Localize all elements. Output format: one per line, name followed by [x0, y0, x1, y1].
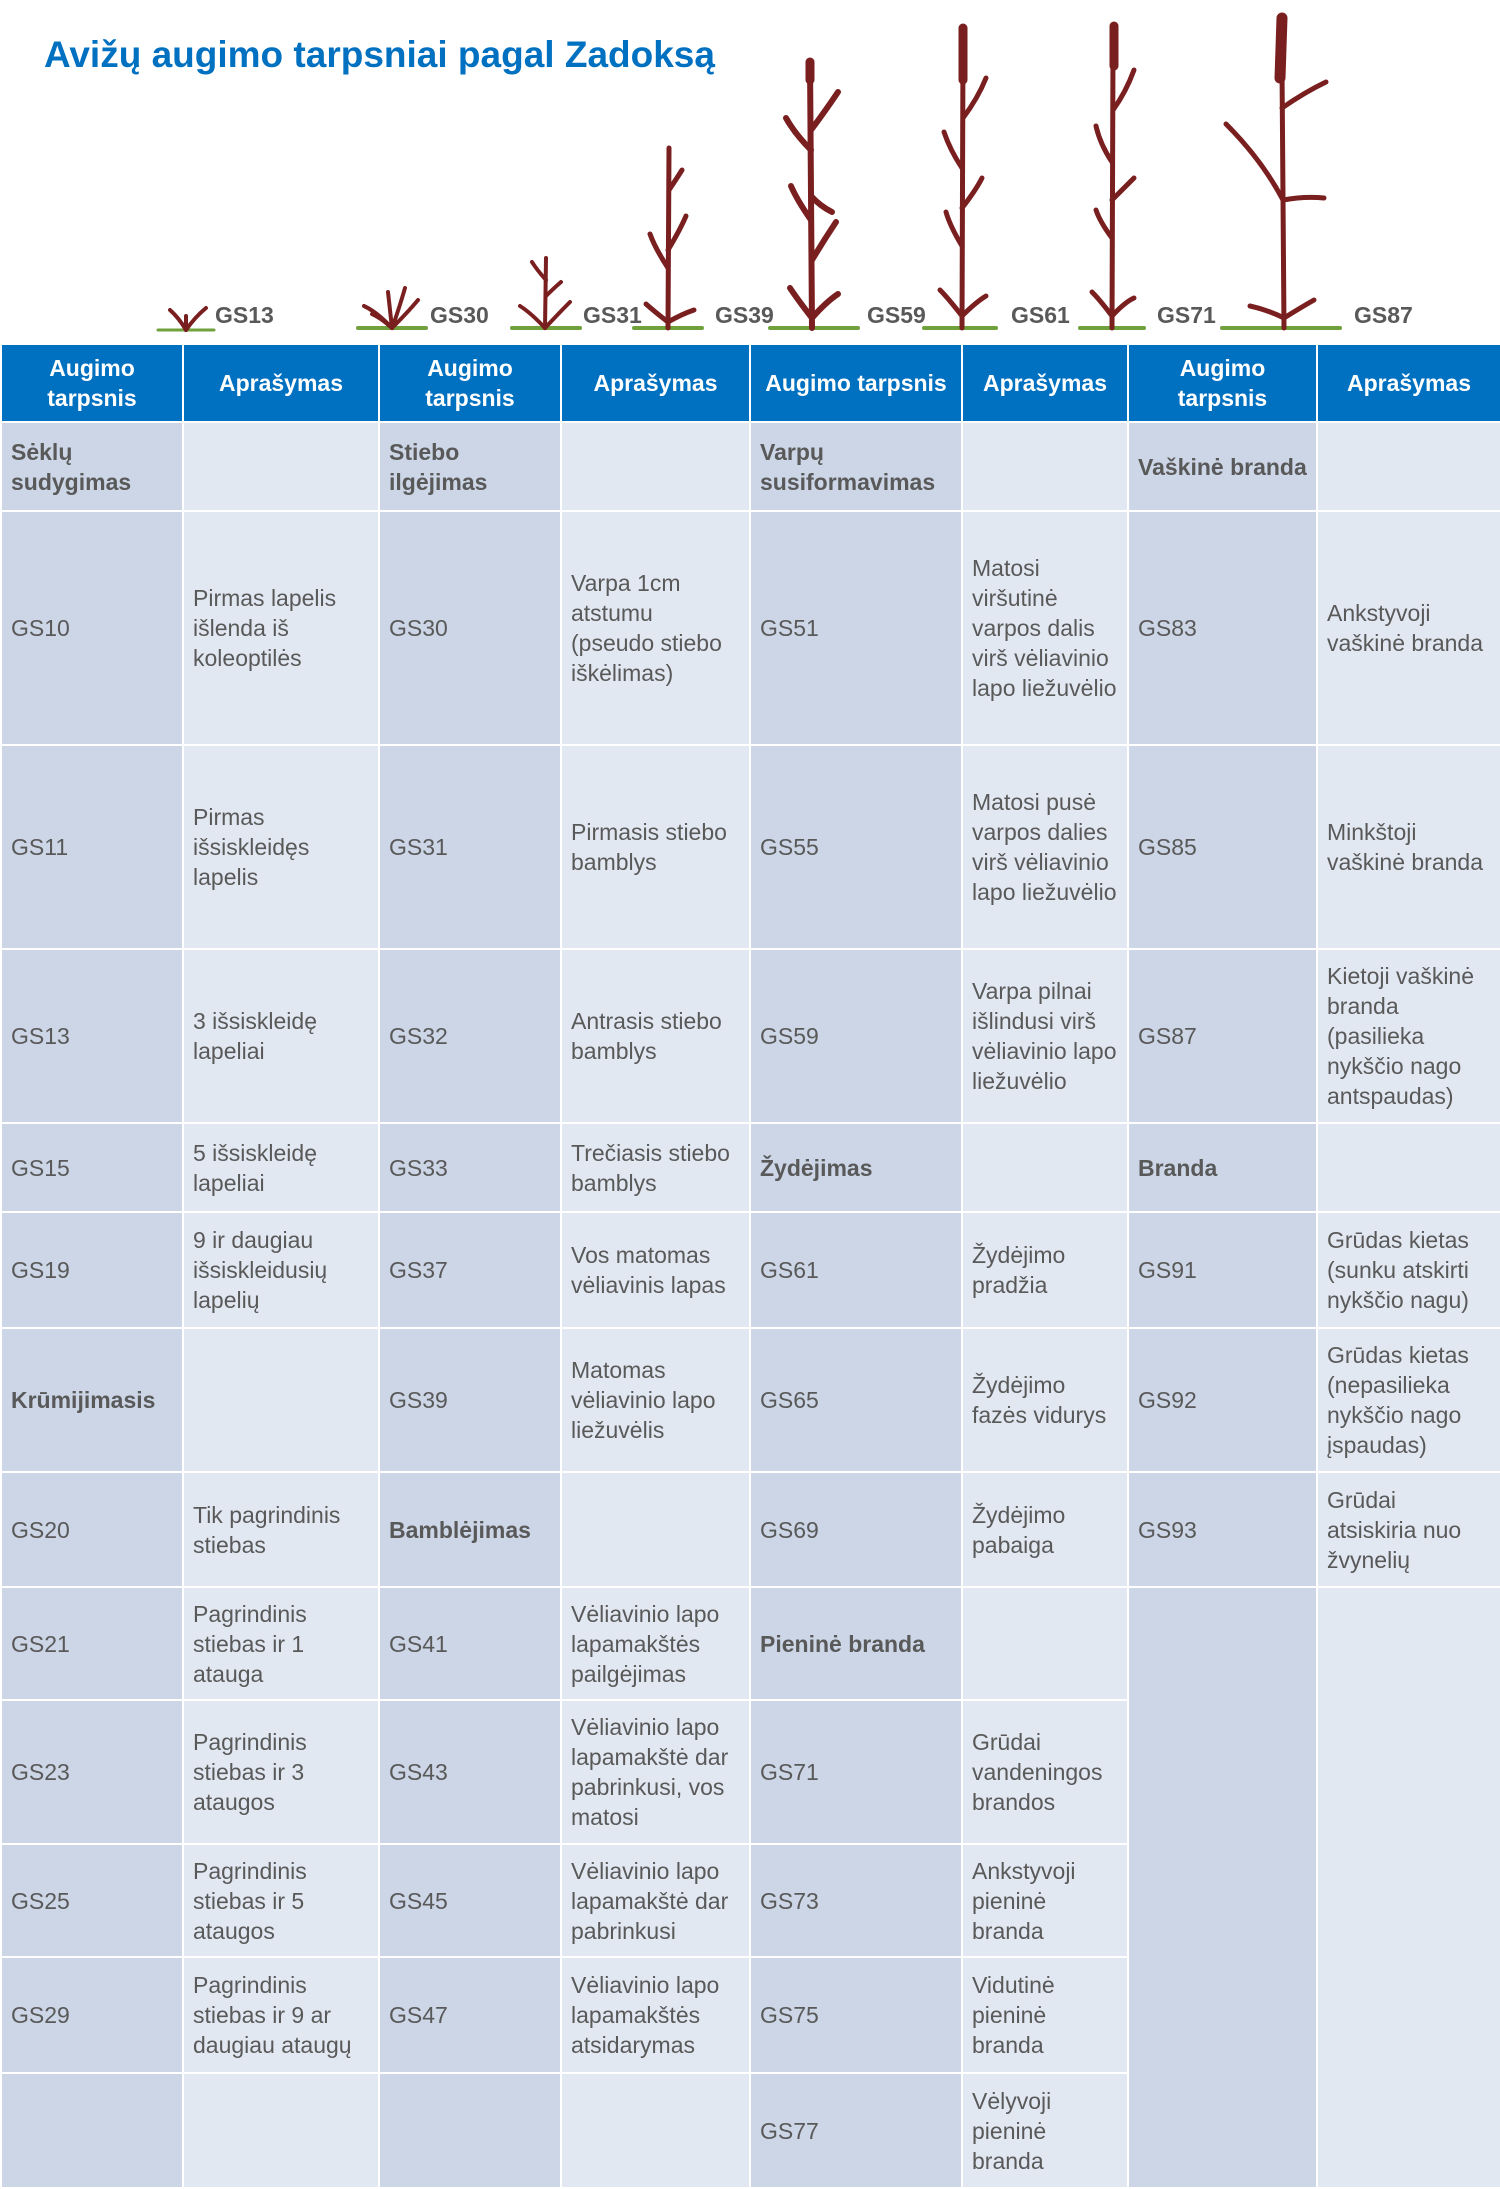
growth-stage-table	[0, 343, 1500, 2189]
description-cell	[561, 422, 750, 511]
stage-code-cell: GS85	[1128, 745, 1317, 949]
description-cell	[183, 2073, 379, 2188]
description-cell: Grūdai atsiskiria nuo žvynelių	[1317, 1472, 1500, 1587]
description-cell: Vėliavinio lapo lapamakštė dar pabrinkusi	[561, 1844, 750, 1957]
stage-code-cell: GS21	[1, 1587, 183, 1700]
stage-code-cell: GS19	[1, 1212, 183, 1328]
stage-code-cell: GS91	[1128, 1212, 1317, 1328]
description-cell: Pirmasis stiebo bamblys	[561, 745, 750, 949]
empty-cell	[1317, 1587, 1500, 2188]
description-cell: Pagrindinis stiebas ir 5 ataugos	[183, 1844, 379, 1957]
column-header-description: Aprašymas	[962, 344, 1128, 422]
growth-stage-illustrations	[0, 0, 1500, 340]
description-cell: Vėliavinio lapo lapamakštė dar pabrinkusi, vos matosi	[561, 1700, 750, 1844]
stage-label: GS30	[430, 302, 489, 328]
stage-code-cell: GS10	[1, 511, 183, 745]
stage-code-cell: GS73	[750, 1844, 962, 1957]
stage-code-cell: GS45	[379, 1844, 561, 1957]
stage-code-cell: GS33	[379, 1123, 561, 1212]
stage-label: GS71	[1157, 302, 1216, 328]
description-cell: Pirmas lapelis išlenda iš koleoptilės	[183, 511, 379, 745]
column-header-stage: Augimo tarpsnis	[1, 344, 183, 422]
stage-label: GS13	[215, 302, 274, 328]
description-cell: Varpa pilnai išlindusi virš vėliavinio lapo liežuvėlio	[962, 949, 1128, 1123]
column-header-description: Aprašymas	[561, 344, 750, 422]
table-row	[1, 949, 1500, 1123]
stage-code-cell: GS23	[1, 1700, 183, 1844]
description-cell	[561, 2073, 750, 2188]
table-row	[1, 1212, 1500, 1328]
stage-code-cell	[1, 2073, 183, 2188]
page-title: Avižų augimo tarpsniai pagal Zadoksą	[44, 34, 715, 75]
stage-code-cell: GS83	[1128, 511, 1317, 745]
stage-code-cell: GS77	[750, 2073, 962, 2188]
stage-code-cell: GS11	[1, 745, 183, 949]
stage-code-cell: GS92	[1128, 1328, 1317, 1472]
table-row	[1, 745, 1500, 949]
table-row	[1, 1123, 1500, 1212]
column-header-description: Aprašymas	[1317, 344, 1500, 422]
description-cell	[962, 422, 1128, 511]
section-heading: Stiebo ilgėjimas	[379, 422, 561, 511]
description-cell: Grūdas kietas (nepasilieka nykščio nago įspaudas)	[1317, 1328, 1500, 1472]
description-cell: Ankstyvoji pieninė branda	[962, 1844, 1128, 1957]
table-row	[1, 1472, 1500, 1587]
empty-cell	[1128, 1587, 1317, 2188]
stage-label: GS39	[715, 302, 774, 328]
column-header-stage: Augimo tarpsnis	[1128, 344, 1317, 422]
section-heading: Vaškinė branda	[1128, 422, 1317, 511]
column-header-stage: Augimo tarpsnis	[750, 344, 962, 422]
description-cell: Trečiasis stiebo bamblys	[561, 1123, 750, 1212]
stage-code-cell: GS61	[750, 1212, 962, 1328]
plant-gs71	[1080, 26, 1144, 328]
stage-label: GS87	[1354, 302, 1413, 328]
description-cell: Vos matomas vėliavinis lapas	[561, 1212, 750, 1328]
section-heading: Krūmijimasis	[1, 1328, 183, 1472]
stage-code-cell: GS47	[379, 1957, 561, 2073]
stage-code-cell	[379, 2073, 561, 2188]
description-cell: Vidutinė pieninė branda	[962, 1957, 1128, 2073]
description-cell	[183, 422, 379, 511]
plant-gs30	[358, 288, 426, 328]
stage-code-cell: GS25	[1, 1844, 183, 1957]
table-row	[1, 511, 1500, 745]
stage-code-cell: GS37	[379, 1212, 561, 1328]
stage-label: GS59	[867, 302, 926, 328]
section-heading: Varpų susiformavimas	[750, 422, 962, 511]
section-heading: Bamblėjimas	[379, 1472, 561, 1587]
section-heading: Žydėjimas	[750, 1123, 962, 1212]
stage-code-cell: GS39	[379, 1328, 561, 1472]
plant-gs87	[1222, 18, 1340, 328]
stage-label: GS31	[583, 302, 642, 328]
description-cell	[183, 1328, 379, 1472]
stage-code-cell: GS75	[750, 1957, 962, 2073]
stage-code-cell: GS71	[750, 1700, 962, 1844]
plant-gs39	[634, 148, 702, 328]
stage-code-cell: GS31	[379, 745, 561, 949]
stage-code-cell: GS55	[750, 745, 962, 949]
description-cell: 3 išsiskleidę lapeliai	[183, 949, 379, 1123]
description-cell: Pirmas išsiskleidęs lapelis	[183, 745, 379, 949]
column-header-description: Aprašymas	[183, 344, 379, 422]
stage-code-cell: GS41	[379, 1587, 561, 1700]
description-cell: Grūdas kietas (sunku atskirti nykščio nagu)	[1317, 1212, 1500, 1328]
description-cell	[962, 1587, 1128, 1700]
description-cell	[1317, 1123, 1500, 1212]
stage-code-cell: GS51	[750, 511, 962, 745]
stage-code-cell: GS69	[750, 1472, 962, 1587]
stage-code-cell: GS29	[1, 1957, 183, 2073]
stage-code-cell: GS32	[379, 949, 561, 1123]
table-row	[1, 1587, 1500, 1700]
column-header-stage: Augimo tarpsnis	[379, 344, 561, 422]
description-cell	[561, 1472, 750, 1587]
section-heading: Sėklų sudygimas	[1, 422, 183, 511]
description-cell: Pagrindinis stiebas ir 9 ar daugiau ataugų	[183, 1957, 379, 2073]
stage-code-cell: GS43	[379, 1700, 561, 1844]
stage-code-cell: GS87	[1128, 949, 1317, 1123]
description-cell: Žydėjimo fazės vidurys	[962, 1328, 1128, 1472]
description-cell: Vėliavinio lapo lapamakštės pailgėjimas	[561, 1587, 750, 1700]
stage-code-cell: GS15	[1, 1123, 183, 1212]
description-cell	[962, 1123, 1128, 1212]
description-cell: Žydėjimo pradžia	[962, 1212, 1128, 1328]
description-cell: Pagrindinis stiebas ir 1 atauga	[183, 1587, 379, 1700]
description-cell: Žydėjimo pabaiga	[962, 1472, 1128, 1587]
stage-label: GS61	[1011, 302, 1070, 328]
plant-gs31	[512, 258, 580, 328]
description-cell: Pagrindinis stiebas ir 3 ataugos	[183, 1700, 379, 1844]
stage-code-cell: GS65	[750, 1328, 962, 1472]
description-cell: Matosi viršutinė varpos dalis virš vėliavinio lapo liežuvėlio	[962, 511, 1128, 745]
description-cell: Antrasis stiebo bamblys	[561, 949, 750, 1123]
table-row	[1, 1328, 1500, 1472]
plant-gs59	[770, 62, 858, 328]
description-cell: Grūdai vandeningos brandos	[962, 1700, 1128, 1844]
description-cell: Ankstyvoji vaškinė branda	[1317, 511, 1500, 745]
table-header-row	[1, 344, 1500, 422]
description-cell: Matomas vėliavinio lapo liežuvėlis	[561, 1328, 750, 1472]
plant-gs61	[924, 28, 996, 328]
description-cell: Tik pagrindinis stiebas	[183, 1472, 379, 1587]
description-cell	[1317, 422, 1500, 511]
stage-code-cell: GS20	[1, 1472, 183, 1587]
plant-gs13	[158, 308, 214, 330]
table-row	[1, 422, 1500, 511]
description-cell: 5 išsiskleidę lapeliai	[183, 1123, 379, 1212]
description-cell: Varpa 1cm atstumu (pseudo stiebo iškėlimas)	[561, 511, 750, 745]
description-cell: Vėliavinio lapo lapamakštės atsidarymas	[561, 1957, 750, 2073]
stage-code-cell: GS30	[379, 511, 561, 745]
stage-code-cell: GS13	[1, 949, 183, 1123]
stage-code-cell: GS93	[1128, 1472, 1317, 1587]
description-cell: Vėlyvoji pieninė branda	[962, 2073, 1128, 2188]
stage-code-cell: GS59	[750, 949, 962, 1123]
description-cell: 9 ir daugiau išsiskleidusių lapelių	[183, 1212, 379, 1328]
section-heading: Branda	[1128, 1123, 1317, 1212]
description-cell: Minkštoji vaškinė branda	[1317, 745, 1500, 949]
description-cell: Kietoji vaškinė branda (pasilieka nykščio nago antspaudas)	[1317, 949, 1500, 1123]
section-heading: Pieninė branda	[750, 1587, 962, 1700]
description-cell: Matosi pusė varpos dalies virš vėliavinio lapo liežuvėlio	[962, 745, 1128, 949]
